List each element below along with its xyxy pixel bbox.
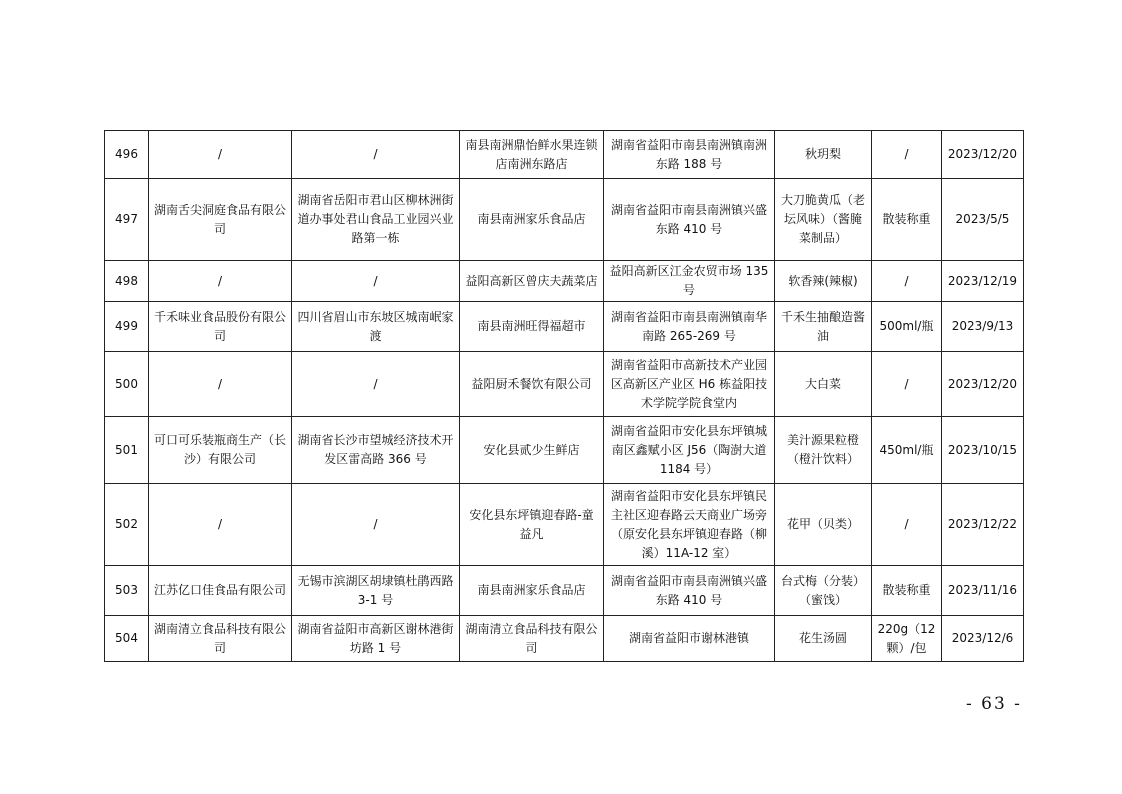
cell-producer: 江苏亿口佳食品有限公司 (149, 566, 292, 616)
cell-date: 2023/12/19 (942, 261, 1024, 302)
cell-producer: / (149, 352, 292, 417)
cell-spec: 450ml/瓶 (872, 417, 942, 484)
cell-producer: / (149, 261, 292, 302)
cell-seller: 益阳厨禾餐饮有限公司 (460, 352, 604, 417)
cell-no: 497 (105, 179, 149, 261)
cell-producer-address: / (292, 484, 460, 566)
cell-producer-address: / (292, 261, 460, 302)
cell-producer-address: / (292, 131, 460, 179)
cell-no: 500 (105, 352, 149, 417)
cell-no: 498 (105, 261, 149, 302)
cell-producer-address: / (292, 352, 460, 417)
cell-seller-address: 湖南省益阳市安化县东坪镇民主社区迎春路云天商业广场旁（原安化县东坪镇迎春路（柳溪）11A-12 室） (604, 484, 775, 566)
cell-seller: 南县南洲家乐食品店 (460, 179, 604, 261)
cell-seller-address: 湖南省益阳市高新技术产业园区高新区产业区 H6 栋益阳技术学院学院食堂内 (604, 352, 775, 417)
cell-producer: 可口可乐装瓶商生产（长沙）有限公司 (149, 417, 292, 484)
cell-producer: 千禾味业食品股份有限公司 (149, 302, 292, 352)
cell-product: 台式梅（分装）（蜜饯） (775, 566, 872, 616)
cell-seller-address: 益阳高新区江金农贸市场 135 号 (604, 261, 775, 302)
cell-seller-address: 湖南省益阳市南县南洲镇南华南路 265-269 号 (604, 302, 775, 352)
cell-product: 美汁源果粒橙（橙汁饮料） (775, 417, 872, 484)
cell-seller-address: 湖南省益阳市南县南洲镇兴盛东路 410 号 (604, 179, 775, 261)
cell-date: 2023/5/5 (942, 179, 1024, 261)
cell-product: 软香辣(辣椒) (775, 261, 872, 302)
table-row (105, 417, 1024, 484)
cell-spec: 散装称重 (872, 566, 942, 616)
cell-spec: / (872, 352, 942, 417)
cell-producer-address: 湖南省长沙市望城经济技术开发区雷高路 366 号 (292, 417, 460, 484)
cell-producer: / (149, 131, 292, 179)
cell-date: 2023/9/13 (942, 302, 1024, 352)
table-row (105, 179, 1024, 261)
cell-no: 503 (105, 566, 149, 616)
inspection-results-table (104, 130, 1024, 662)
cell-seller-address: 湖南省益阳市安化县东坪镇城南区鑫赋小区 J56（陶澍大道 1184 号） (604, 417, 775, 484)
cell-seller: 湖南清立食品科技有限公司 (460, 616, 604, 662)
cell-producer: / (149, 484, 292, 566)
cell-spec: 500ml/瓶 (872, 302, 942, 352)
cell-product: 大白菜 (775, 352, 872, 417)
cell-seller: 安化县东坪镇迎春路-童益凡 (460, 484, 604, 566)
cell-producer-address: 湖南省益阳市高新区谢林港街坊路 1 号 (292, 616, 460, 662)
cell-spec: / (872, 261, 942, 302)
cell-seller: 南县南洲家乐食品店 (460, 566, 604, 616)
cell-producer: 湖南清立食品科技有限公司 (149, 616, 292, 662)
table-row (105, 131, 1024, 179)
cell-producer: 湖南舌尖洞庭食品有限公司 (149, 179, 292, 261)
cell-date: 2023/12/20 (942, 352, 1024, 417)
cell-spec: / (872, 131, 942, 179)
table-row (105, 566, 1024, 616)
cell-no: 496 (105, 131, 149, 179)
cell-date: 2023/11/16 (942, 566, 1024, 616)
cell-seller-address: 湖南省益阳市南县南洲镇南洲东路 188 号 (604, 131, 775, 179)
cell-no: 502 (105, 484, 149, 566)
cell-no: 499 (105, 302, 149, 352)
table-row (105, 616, 1024, 662)
table-row (105, 484, 1024, 566)
cell-spec: / (872, 484, 942, 566)
page-number: - 63 - (966, 694, 1022, 714)
cell-seller: 安化县贰少生鲜店 (460, 417, 604, 484)
cell-no: 501 (105, 417, 149, 484)
cell-spec: 散装称重 (872, 179, 942, 261)
cell-seller-address: 湖南省益阳市南县南洲镇兴盛东路 410 号 (604, 566, 775, 616)
cell-seller-address: 湖南省益阳市谢林港镇 (604, 616, 775, 662)
table-row (105, 302, 1024, 352)
cell-seller: 南县南洲旺得福超市 (460, 302, 604, 352)
cell-producer-address: 无锡市滨湖区胡埭镇杜鹃西路 3-1 号 (292, 566, 460, 616)
cell-seller: 益阳高新区曾庆夫蔬菜店 (460, 261, 604, 302)
cell-no: 504 (105, 616, 149, 662)
cell-producer-address: 四川省眉山市东坡区城南岷家渡 (292, 302, 460, 352)
cell-product: 秋玥梨 (775, 131, 872, 179)
cell-producer-address: 湖南省岳阳市君山区柳林洲街道办事处君山食品工业园兴业路第一栋 (292, 179, 460, 261)
cell-date: 2023/10/15 (942, 417, 1024, 484)
cell-date: 2023/12/22 (942, 484, 1024, 566)
cell-product: 千禾生抽酿造酱油 (775, 302, 872, 352)
table-row (105, 261, 1024, 302)
cell-product: 花生汤圆 (775, 616, 872, 662)
cell-date: 2023/12/20 (942, 131, 1024, 179)
cell-spec: 220g（12 颗）/包 (872, 616, 942, 662)
cell-product: 大刀脆黄瓜（老坛风味）（酱腌菜制品） (775, 179, 872, 261)
cell-seller: 南县南洲鼎怡鲜水果连锁店南洲东路店 (460, 131, 604, 179)
cell-date: 2023/12/6 (942, 616, 1024, 662)
table-row (105, 352, 1024, 417)
cell-product: 花甲（贝类） (775, 484, 872, 566)
